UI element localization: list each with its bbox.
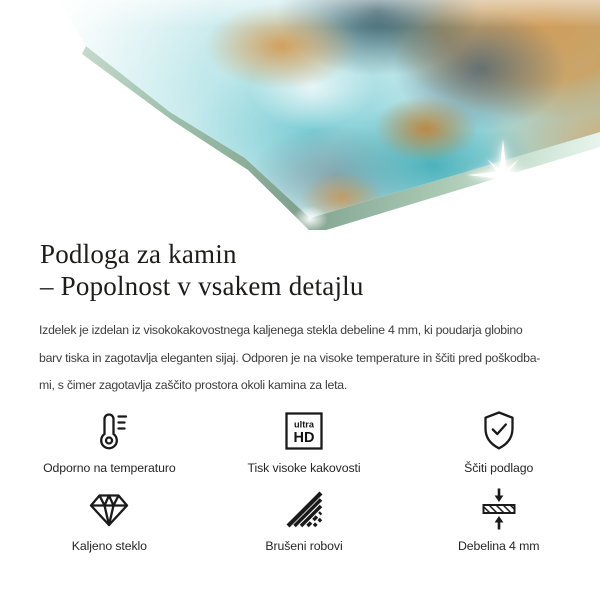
ultra-hd-icon <box>281 408 327 454</box>
corner-glint <box>292 206 328 232</box>
product-photo <box>0 0 600 230</box>
title-line-1: Podloga za kamin <box>40 239 237 269</box>
feature-label: Ščiti podlago <box>464 460 534 475</box>
description-line: barv tiska in zagotavlja eleganten sijaj. Odporen je na visoke temperature in ščiti pred poškodba- <box>39 350 541 365</box>
title-line-2: – Popolnost v vsakem detajlu <box>40 271 364 301</box>
ultra-hd-badge-bottom: HD <box>293 429 315 446</box>
shield-check-icon <box>476 408 522 454</box>
feature-label: Kaljeno steklo <box>71 538 147 553</box>
feature-label: Odporno na temperaturo <box>43 460 176 475</box>
feature-item-polished-edges <box>207 486 402 553</box>
feature-label: Debelina 4 mm <box>457 538 540 553</box>
diamond-icon <box>86 486 132 532</box>
polished-edges-icon <box>281 486 327 532</box>
product-description <box>39 317 600 400</box>
feature-item-temperature <box>12 408 207 475</box>
sparkle-icon <box>465 137 541 213</box>
feature-item-thickness <box>401 486 596 553</box>
feature-item-tempered-glass <box>12 486 207 553</box>
ultra-hd-badge-top: ultra <box>294 419 314 429</box>
thermometer-icon <box>86 408 132 454</box>
feature-grid <box>0 408 600 553</box>
thickness-arrows-icon <box>476 486 522 532</box>
description-line: Izdelek je izdelan iz visokokakovostnega kaljenega stekla debeline 4 mm, ki poudarja globino <box>39 323 523 337</box>
feature-item-protects <box>401 408 596 475</box>
description-line: mi, s čimer zagotavlja zaščito prostora okoli kamina za leta. <box>39 378 348 392</box>
feature-label: Tisk visoke kakovosti <box>247 460 361 475</box>
feature-label: Brušeni robovi <box>265 538 343 553</box>
page-title <box>40 238 600 302</box>
feature-item-print-quality <box>207 408 402 475</box>
